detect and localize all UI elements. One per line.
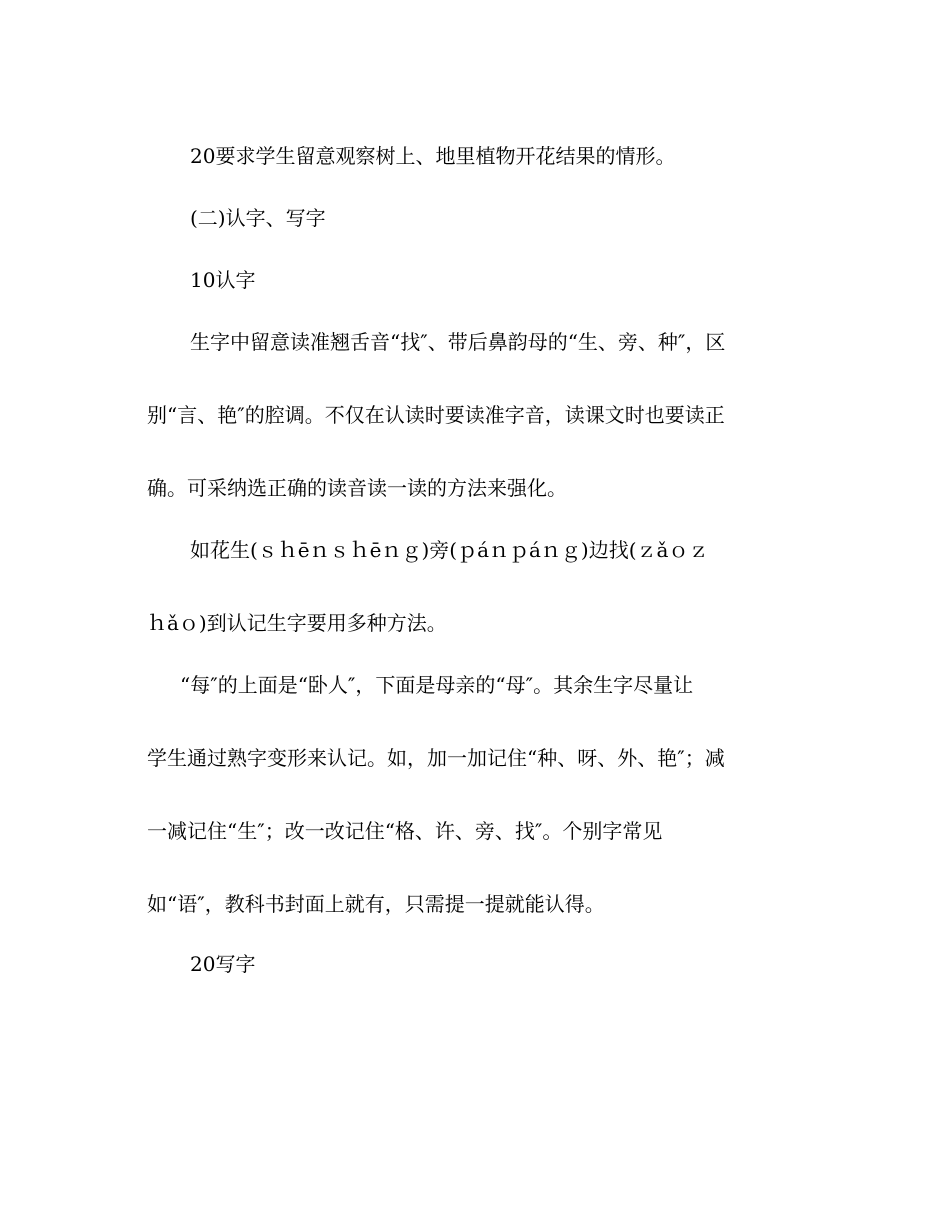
paragraph-line-12: 如“语″，教科书封面上就有，只需提一提就能认得。 <box>147 892 605 916</box>
paragraph-line-9: “每″的上面是“卧人″，下面是母亲的“母″。其余生字尽量让 <box>180 673 694 697</box>
subsection-heading: 10认字 <box>190 268 256 292</box>
section-heading: (二)认字、写字 <box>190 206 326 230</box>
subsection-heading-2: 20写字 <box>190 952 256 976</box>
paragraph-line-8: ｈǎｏ)到认记生字要用多种方法。 <box>147 611 447 635</box>
paragraph-line-4: 生字中留意读准翘舌音“找″、带后鼻韵母的“生、旁、种″，区 <box>190 330 726 354</box>
paragraph-line-6: 确。可采纳选正确的读音读一读的方法来强化。 <box>147 476 567 500</box>
paragraph-line-7: 如花生(ｓｈēｎｓｈēｎｇ)旁(ｐáｎｐáｎｇ)边找(ｚǎｏｚ <box>190 538 709 562</box>
paragraph-line-1: 20要求学生留意观察树上、地里植物开花结果的情形。 <box>190 144 676 168</box>
paragraph-line-11: 一减记住“生″；改一改记住“格、许、旁、找″。个别字常见 <box>147 819 663 843</box>
paragraph-line-10: 学生通过熟字变形来认记。如，加一加记住“种、呀、外、艳″；减 <box>147 746 725 770</box>
paragraph-line-5: 别“言、艳″的腔调。不仅在认读时要读准字音，读课文时也要读正 <box>147 403 725 427</box>
